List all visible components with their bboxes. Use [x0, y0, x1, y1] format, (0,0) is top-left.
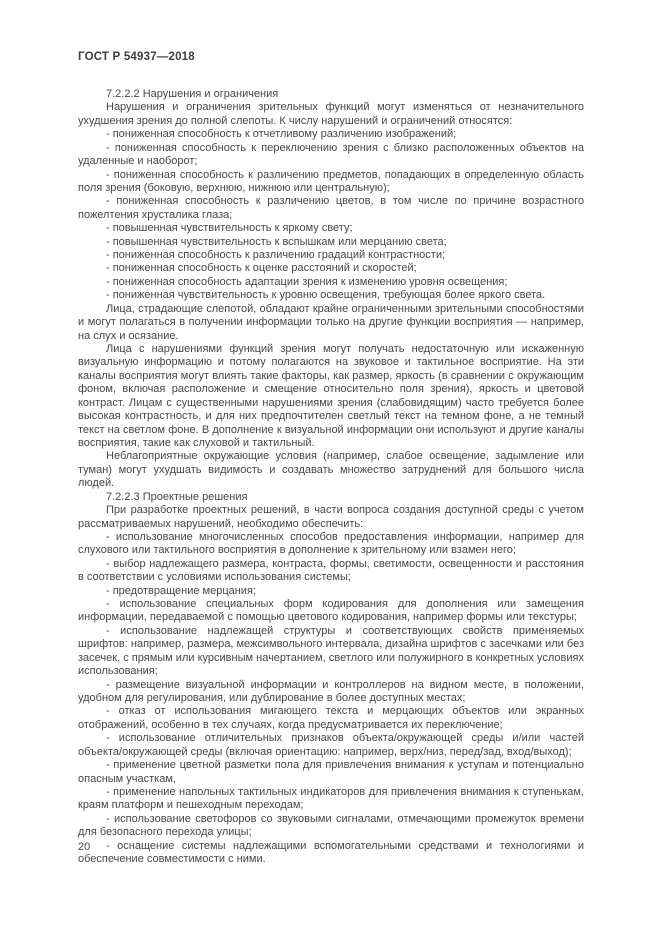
paragraph: Лица с нарушениями функций зрения могут получать недостаточную или искаженную визуальную информацию и потому полагаются на звуковое и тактильное восприятие. На эти каналы восприятия могут влиять такие факторы, как размер, яркость (в сравнении с окружающим фоном, включая расположение и смещение относительно поля зрения), яркость и цветовой контраст. Лицам с существенными нарушениями зрения (слабовидящим) часто требуется более высокая контрастность, и для них предпочтителен светлый текст на темном фоне, а не темный текст на светлом фоне. В дополнение к визуальной информации они используют и другие каналы восприятия, такие как слуховой и тактильный. — [78, 343, 584, 449]
list-item: - пониженная способность к различению цветов, в том числе по причине возрастного пожелтения хрусталика глаза; — [78, 195, 584, 221]
paragraph: Нарушения и ограничения зрительных функций могут изменяться от незначительного ухудшения зрения до полной слепоты. К числу нарушений и ограничений относятся: — [78, 101, 584, 127]
list-item: - пониженная чувствительность к уровню освещения, требующая более яркого света. — [106, 289, 546, 302]
document-body — [78, 88, 584, 866]
page-number: 20 — [78, 841, 91, 853]
list-item: - использование отличительных признаков объекта/окружающей среды и/или частей объекта/окружающей среды (включая ориентацию: например, верх/низ, перед/зад, вход/выход); — [78, 732, 584, 758]
paragraph: Неблагоприятные окружающие условия (например, слабое освещение, задымление или туман) могут ухудшать видимость и создавать множество затруднений для большого числа людей. — [78, 450, 584, 490]
list-item: - использование светофоров со звуковыми сигналами, отмечающими промежуток времени для безопасного перехода улицы; — [78, 812, 584, 839]
list-item: - предотвращение мерцания; — [106, 584, 256, 597]
list-item: - пониженная способность к различению предметов, попадающих в определенную область поля зрения (боковую, верхнюю, нижнюю или центральную); — [78, 168, 584, 194]
list-item: - пониженная способность к переключению зрения с близко расположенных объектов на удаленные и наоборот; — [78, 141, 584, 168]
list-item: - отказ от использования мигающего текста и мерцающих объектов или экранных отображений, особенно в тех случаях, когда предусматривается их переключение; — [78, 705, 584, 731]
list-item: - пониженная способность к отчетливому различению изображений; — [106, 128, 457, 141]
list-item: - повышенная чувствительность к вспышкам или мерцанию света; — [106, 235, 447, 248]
list-item: - пониженная способность адаптации зрения к изменению уровня освещения; — [106, 275, 508, 288]
section-heading: 7.2.2.3 Проектные решения — [106, 490, 248, 503]
list-item: - использование многочисленных способов предоставления информации, например для слухового или тактильного восприятия в дополнение к зрительному или взамен него; — [78, 530, 584, 557]
list-item: - повышенная чувствительность к яркому свету; — [106, 222, 353, 235]
list-item: - использование надлежащей структуры и соответствующих свойств применяемых шрифтов: например, размера, межсимвольного интервала, дизайна шрифтов с засечками или без засечек, с прямым или курсивным начертанием, светлого или полужирного в конкретных условиях использования; — [78, 624, 584, 678]
list-item: - использование специальных форм кодирования для дополнения или замещения информации, передаваемой с помощью цветового кодирования, например формы или текстуры; — [78, 598, 584, 624]
list-item: - оснащение системы надлежащими вспомогательными средствами и технологиями и обеспечение совместимости с ними. — [78, 839, 584, 866]
section-heading: 7.2.2.2 Нарушения и ограничения — [106, 88, 279, 100]
list-item: - пониженная способность к различению градаций контрастности; — [106, 249, 446, 262]
paragraph: Лица, страдающие слепотой, обладают крайне ограниченными зрительными способностями и могут полагаться в получении информации только на другие функции восприятия — например, на слух и осязание. — [78, 302, 584, 342]
list-item: - пониженная способность к оценке расстояний и скоростей; — [106, 262, 417, 275]
list-item: - размещение визуальной информации и контроллеров на видном месте, в положении, удобном для регулирования, или дублирование в более доступных местах; — [78, 678, 584, 704]
list-item: - применение напольных тактильных индикаторов для привлечения внимания к ступенькам, краям платформ и пешеходным переходам; — [78, 785, 584, 812]
paragraph: При разработке проектных решений, в части вопроса создания доступной среды с учетом рассматриваемых нарушений, необходимо обеспечить: — [78, 504, 584, 530]
list-item: - применение цветной разметки пола для привлечения внимания к уступам и потенциально опасным участкам, — [78, 759, 584, 785]
document-header-standard-number: ГОСТ Р 54937—2018 — [78, 51, 195, 63]
list-item: - выбор надлежащего размера, контраста, формы, светимости, освещенности и расстояния в соответствии с условиями использования системы; — [78, 557, 584, 584]
